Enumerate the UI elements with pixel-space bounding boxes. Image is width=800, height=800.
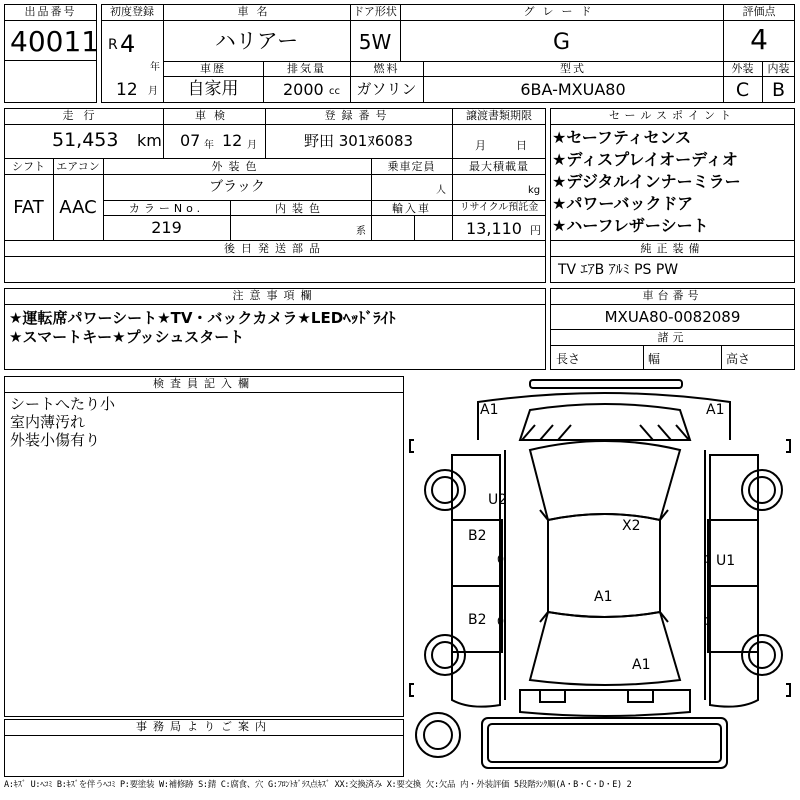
interior-label: 内装 [767,62,790,75]
right-rear-door [708,586,758,652]
wheel [432,477,458,503]
capacity-unit: 人 [436,185,446,196]
fuel-value: ガソリン [356,80,417,98]
width-label: 幅 [648,352,661,366]
mileage-value: 51,453 [52,129,119,151]
length-label: 長さ [556,352,581,366]
notes-label: 注意事項欄 [232,289,318,302]
exterior-color-value: ブラック [209,179,265,195]
rear-bumper-inner [488,724,721,762]
corner-bracket [786,440,790,452]
windshield [530,441,680,520]
notes-line: ★スマートキー★プッシュスタート [9,328,245,346]
door-value: 5W [358,30,392,54]
displacement-value: 2000 [283,80,324,99]
era-value: R [108,37,118,53]
spare-wheel [424,721,452,749]
damage-mark: A1 [632,657,651,673]
legend-text: A:ｷｽﾞ U:ﾍｺﾐ B:ｷｽﾞを伴うﾍｺﾐ P:要塗装 W:補修跡 S:錆 C:腐食、穴 G:ﾌﾛﾝﾄｶﾞﾗｽ点ｷｽﾞ XX:交換済み X:要交換 欠:欠品 内・外装評価 5段階ﾗﾝｸ順(A・B・C・D・E) 2 [4,780,632,790]
displacement-label: 排気量 [287,62,326,75]
recycle-label: リサイクル預託金 [459,202,539,213]
rear-glass [530,612,680,685]
grade-label: グレード [523,5,600,18]
lot-number-value: 40011 [10,25,100,58]
specs-label: 諸元 [657,331,688,344]
sales-point-item: ★セーフティセンス [552,128,692,147]
exterior-color-label: 外装色 [211,160,263,173]
inspector-note: 外装小傷有り [10,431,101,449]
exterior-label: 外装 [731,62,754,75]
displacement-unit: cc [329,86,340,97]
interior-color-unit: 系 [356,226,366,237]
sales-point-item: ★ハーフレザーシート [552,216,709,235]
damage-mark: X2 [622,518,641,534]
transfer-docs-label: 譲渡書類期限 [466,109,532,122]
color-number-value: 219 [151,218,182,237]
height-label: 高さ [726,352,751,366]
year-value: 4 [120,30,136,58]
genuine-equipment-value: TV ｴｱB ｱﾙﾐ PS PW [558,262,679,278]
rear-bumper-bar [482,718,727,768]
recycle-unit: 円 [530,224,541,237]
front-bumper-bar [530,380,682,388]
wheel [749,477,775,503]
shift-value: FAT [13,197,44,218]
transfer-day-unit: 日 [516,139,527,152]
front-slat [522,425,689,440]
max-load-label: 最大積載量 [469,160,529,173]
chassis-number-value: MXUA80-0082089 [604,308,741,326]
notes-line: ★運転席パワーシート★TV・バックカメラ★LEDﾍｯﾄﾞﾗｲﾄ [9,309,396,327]
interior-color-label: 内装色 [275,202,326,215]
door-label: ドア形状 [353,5,397,18]
wheel [432,642,458,668]
score-label: 評価点 [742,5,776,18]
model-value: 6BA-MXUA80 [520,80,626,99]
fuel-label: 燃料 [373,62,400,75]
inspection-month-unit: 月 [247,140,257,151]
spare-wheel [416,713,460,757]
mileage-label: 走行 [62,109,105,122]
delivery-parts-label: 後日発送部品 [224,242,326,255]
damage-mark: A1 [706,402,725,418]
car-name-value: ハリアー [214,29,299,53]
door-handle-zero: 0 [704,615,711,628]
transfer-month-unit: 月 [475,139,486,152]
door-handle-zero: 0 [497,553,504,566]
damage-mark: A1 [480,402,499,418]
right-body [710,455,758,707]
import-label: 輸入車 [392,202,431,215]
inspector-note: シートへたり小 [10,395,116,413]
ac-value: AAC [59,197,97,218]
damage-mark: B2 [468,528,487,544]
sales-point-item: ★デジタルインナーミラー [552,172,741,191]
front-outline [478,393,730,440]
lot-number-label: 出品番号 [24,5,77,18]
inspection-year: 07 [180,131,201,150]
inspection-month: 12 [222,131,243,150]
inspection-year-unit: 年 [204,140,214,151]
door-handle-zero: 0 [497,615,504,628]
sales-point-item: ★パワーバックドア [552,194,694,213]
corner-bracket [786,684,790,696]
max-load-unit: kg [528,185,541,196]
rear-light [540,690,565,702]
damage-mark: A1 [594,589,613,605]
first-registration-label: 初度登録 [110,5,154,18]
mileage-unit: km [137,131,162,150]
month-unit: 月 [148,86,158,97]
chassis-number-label: 車台番号 [642,289,703,302]
registration-label: 登録番号 [324,109,393,122]
exterior-grade: C [735,79,750,101]
ac-label: エアコン [56,160,100,173]
corner-bracket [410,440,414,452]
damage-mark: B2 [468,612,487,628]
grade-value: G [552,30,571,55]
car-name-label: 車名 [237,5,276,18]
year-unit: 年 [150,62,160,73]
wheel [749,642,775,668]
damage-mark: U1 [716,553,736,569]
capacity-label: 乗車定員 [387,160,436,173]
recycle-value: 13,110 [466,219,522,238]
inspector-label: 検査員記入欄 [153,377,255,390]
history-value: 自家用 [187,79,239,99]
month-value: 12 [116,80,138,100]
shift-label: シフト [12,160,45,173]
color-number-label: カラーNo. [128,202,205,215]
sales-point-item: ★ディスプレイオーディオ [552,150,738,169]
registration-value: 野田 301ﾇ6083 [303,132,414,150]
genuine-equipment-label: 純正装備 [640,242,705,255]
interior-grade: B [771,79,786,101]
score-value: 4 [750,23,768,56]
door-handle-zero: 0 [704,553,711,566]
rear-light [628,690,653,702]
model-label: 型式 [560,62,586,75]
inspector-note: 室内薄汚れ [10,413,86,431]
sales-points-label: セールスポイント [608,109,736,122]
damage-mark: U2 [488,492,508,508]
corner-bracket [410,684,414,696]
office-label: 事務局よりご案内 [136,720,272,733]
history-label: 車歴 [200,62,226,75]
inspection-label: 車検 [195,109,233,122]
